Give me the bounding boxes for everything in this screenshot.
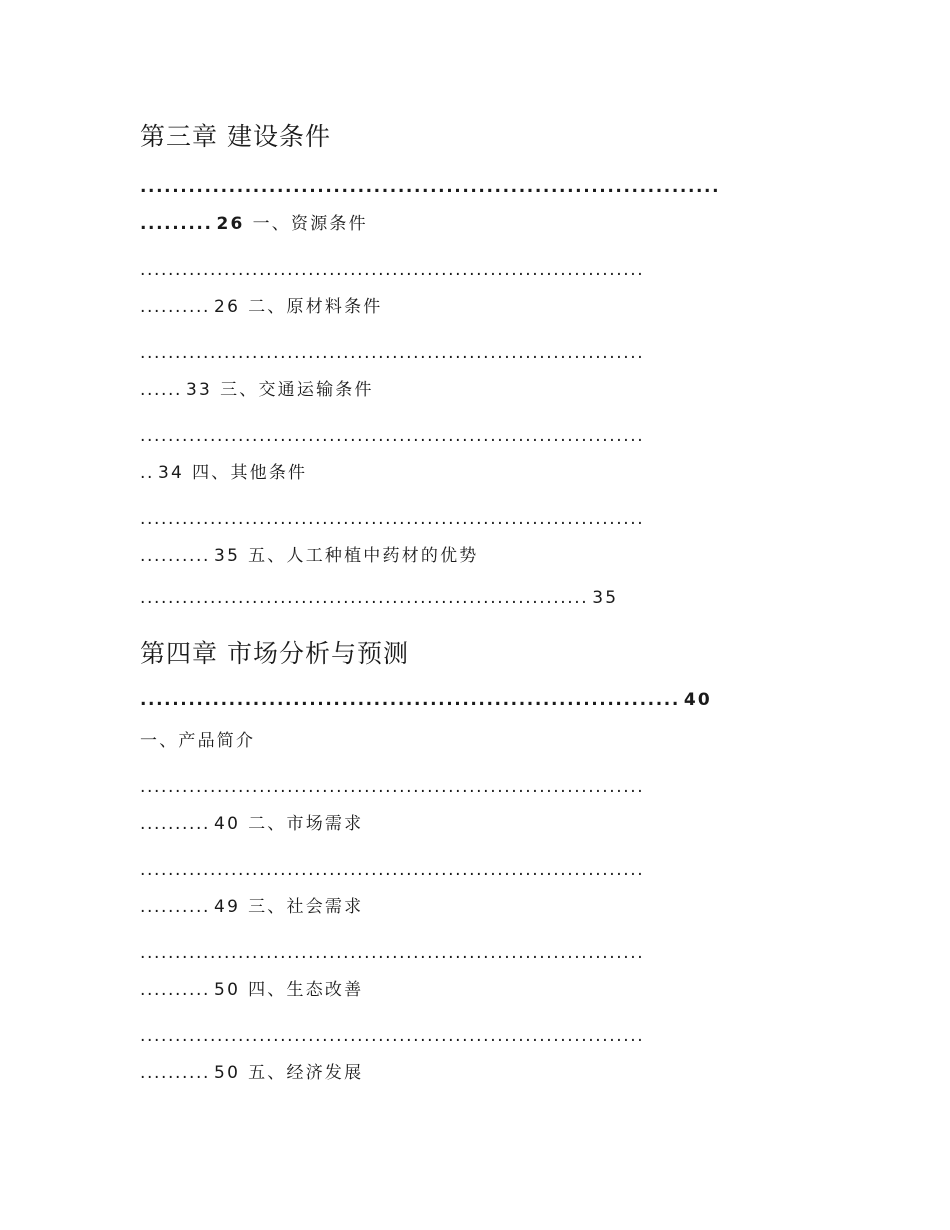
section-label: 一、资源条件 bbox=[252, 214, 368, 234]
leader-line: ........................................................................ bbox=[140, 343, 645, 363]
page-number: 34 bbox=[158, 463, 185, 483]
toc-row-ch4-s3 bbox=[140, 895, 820, 919]
chapter-4-title: 第四章 市场分析与预测 bbox=[140, 639, 409, 668]
section-label: 二、市场需求 bbox=[248, 814, 364, 834]
toc-row-ch4-s2 bbox=[140, 812, 820, 836]
page-number: 35 bbox=[592, 588, 619, 608]
toc-row-ch4-s5 bbox=[140, 1061, 820, 1085]
leader-dots: .......... bbox=[140, 814, 211, 834]
leader-dots: .......... bbox=[140, 897, 211, 917]
section-label: 三、交通运输条件 bbox=[220, 380, 374, 400]
leader-line: ........................................................................ bbox=[140, 426, 645, 446]
leader-dots: .. bbox=[140, 463, 155, 483]
leader-line: ........................................................................ bbox=[140, 777, 645, 797]
page-number: 50 bbox=[214, 1063, 241, 1083]
leader-line: ........................................................................ bbox=[140, 260, 645, 280]
toc-row-ch3-s5-page bbox=[140, 586, 820, 610]
leader-line: ........................................................................ bbox=[140, 860, 645, 880]
leader-dots: ................................................................... bbox=[140, 690, 680, 710]
section-label: 二、原材料条件 bbox=[248, 297, 383, 317]
page-number: 33 bbox=[186, 380, 213, 400]
chapter-3-title: 第三章 建设条件 bbox=[140, 122, 331, 151]
leader-line: ........................................................................ bbox=[140, 943, 645, 963]
leader-dots: ...... bbox=[140, 380, 183, 400]
toc-row-ch3-s3 bbox=[140, 378, 820, 402]
leader-dots: .......... bbox=[140, 980, 211, 1000]
leader-dots: .......... bbox=[140, 1063, 211, 1083]
page-number: 49 bbox=[214, 897, 241, 917]
toc-row-ch3-s4 bbox=[140, 461, 820, 485]
toc-row-ch3-s2 bbox=[140, 295, 820, 319]
toc-row-ch3-s1 bbox=[140, 212, 820, 236]
page-number: 40 bbox=[214, 814, 241, 834]
section-label: 四、其他条件 bbox=[192, 463, 308, 483]
section-label: 三、社会需求 bbox=[248, 897, 364, 917]
leader-dots: ................................................................ bbox=[140, 588, 589, 608]
chapter-3-leader: ........................................................................ bbox=[140, 177, 721, 197]
chapter-4-page-number: 40 bbox=[683, 690, 712, 710]
leader-line: ........................................................................ bbox=[140, 1026, 645, 1046]
toc-row-ch4-s1 bbox=[140, 729, 820, 753]
toc-row-ch3-s5 bbox=[140, 544, 820, 568]
page-number: 35 bbox=[214, 546, 241, 566]
page-number: 26 bbox=[214, 297, 241, 317]
chapter-4-leader bbox=[140, 688, 820, 712]
leader-line: ........................................................................ bbox=[140, 509, 645, 529]
toc-row-ch4-s4 bbox=[140, 978, 820, 1002]
section-label: 五、人工种植中药材的优势 bbox=[248, 546, 479, 566]
leader-dots: .......... bbox=[140, 297, 211, 317]
section-label: 四、生态改善 bbox=[248, 980, 364, 1000]
leader-dots: .......... bbox=[140, 546, 211, 566]
chapter-3-page-number: 26 bbox=[216, 214, 245, 234]
section-label: 五、经济发展 bbox=[248, 1063, 364, 1083]
page-number: 50 bbox=[214, 980, 241, 1000]
leader-dots: ......... bbox=[140, 214, 213, 234]
section-label: 一、产品简介 bbox=[140, 731, 256, 751]
